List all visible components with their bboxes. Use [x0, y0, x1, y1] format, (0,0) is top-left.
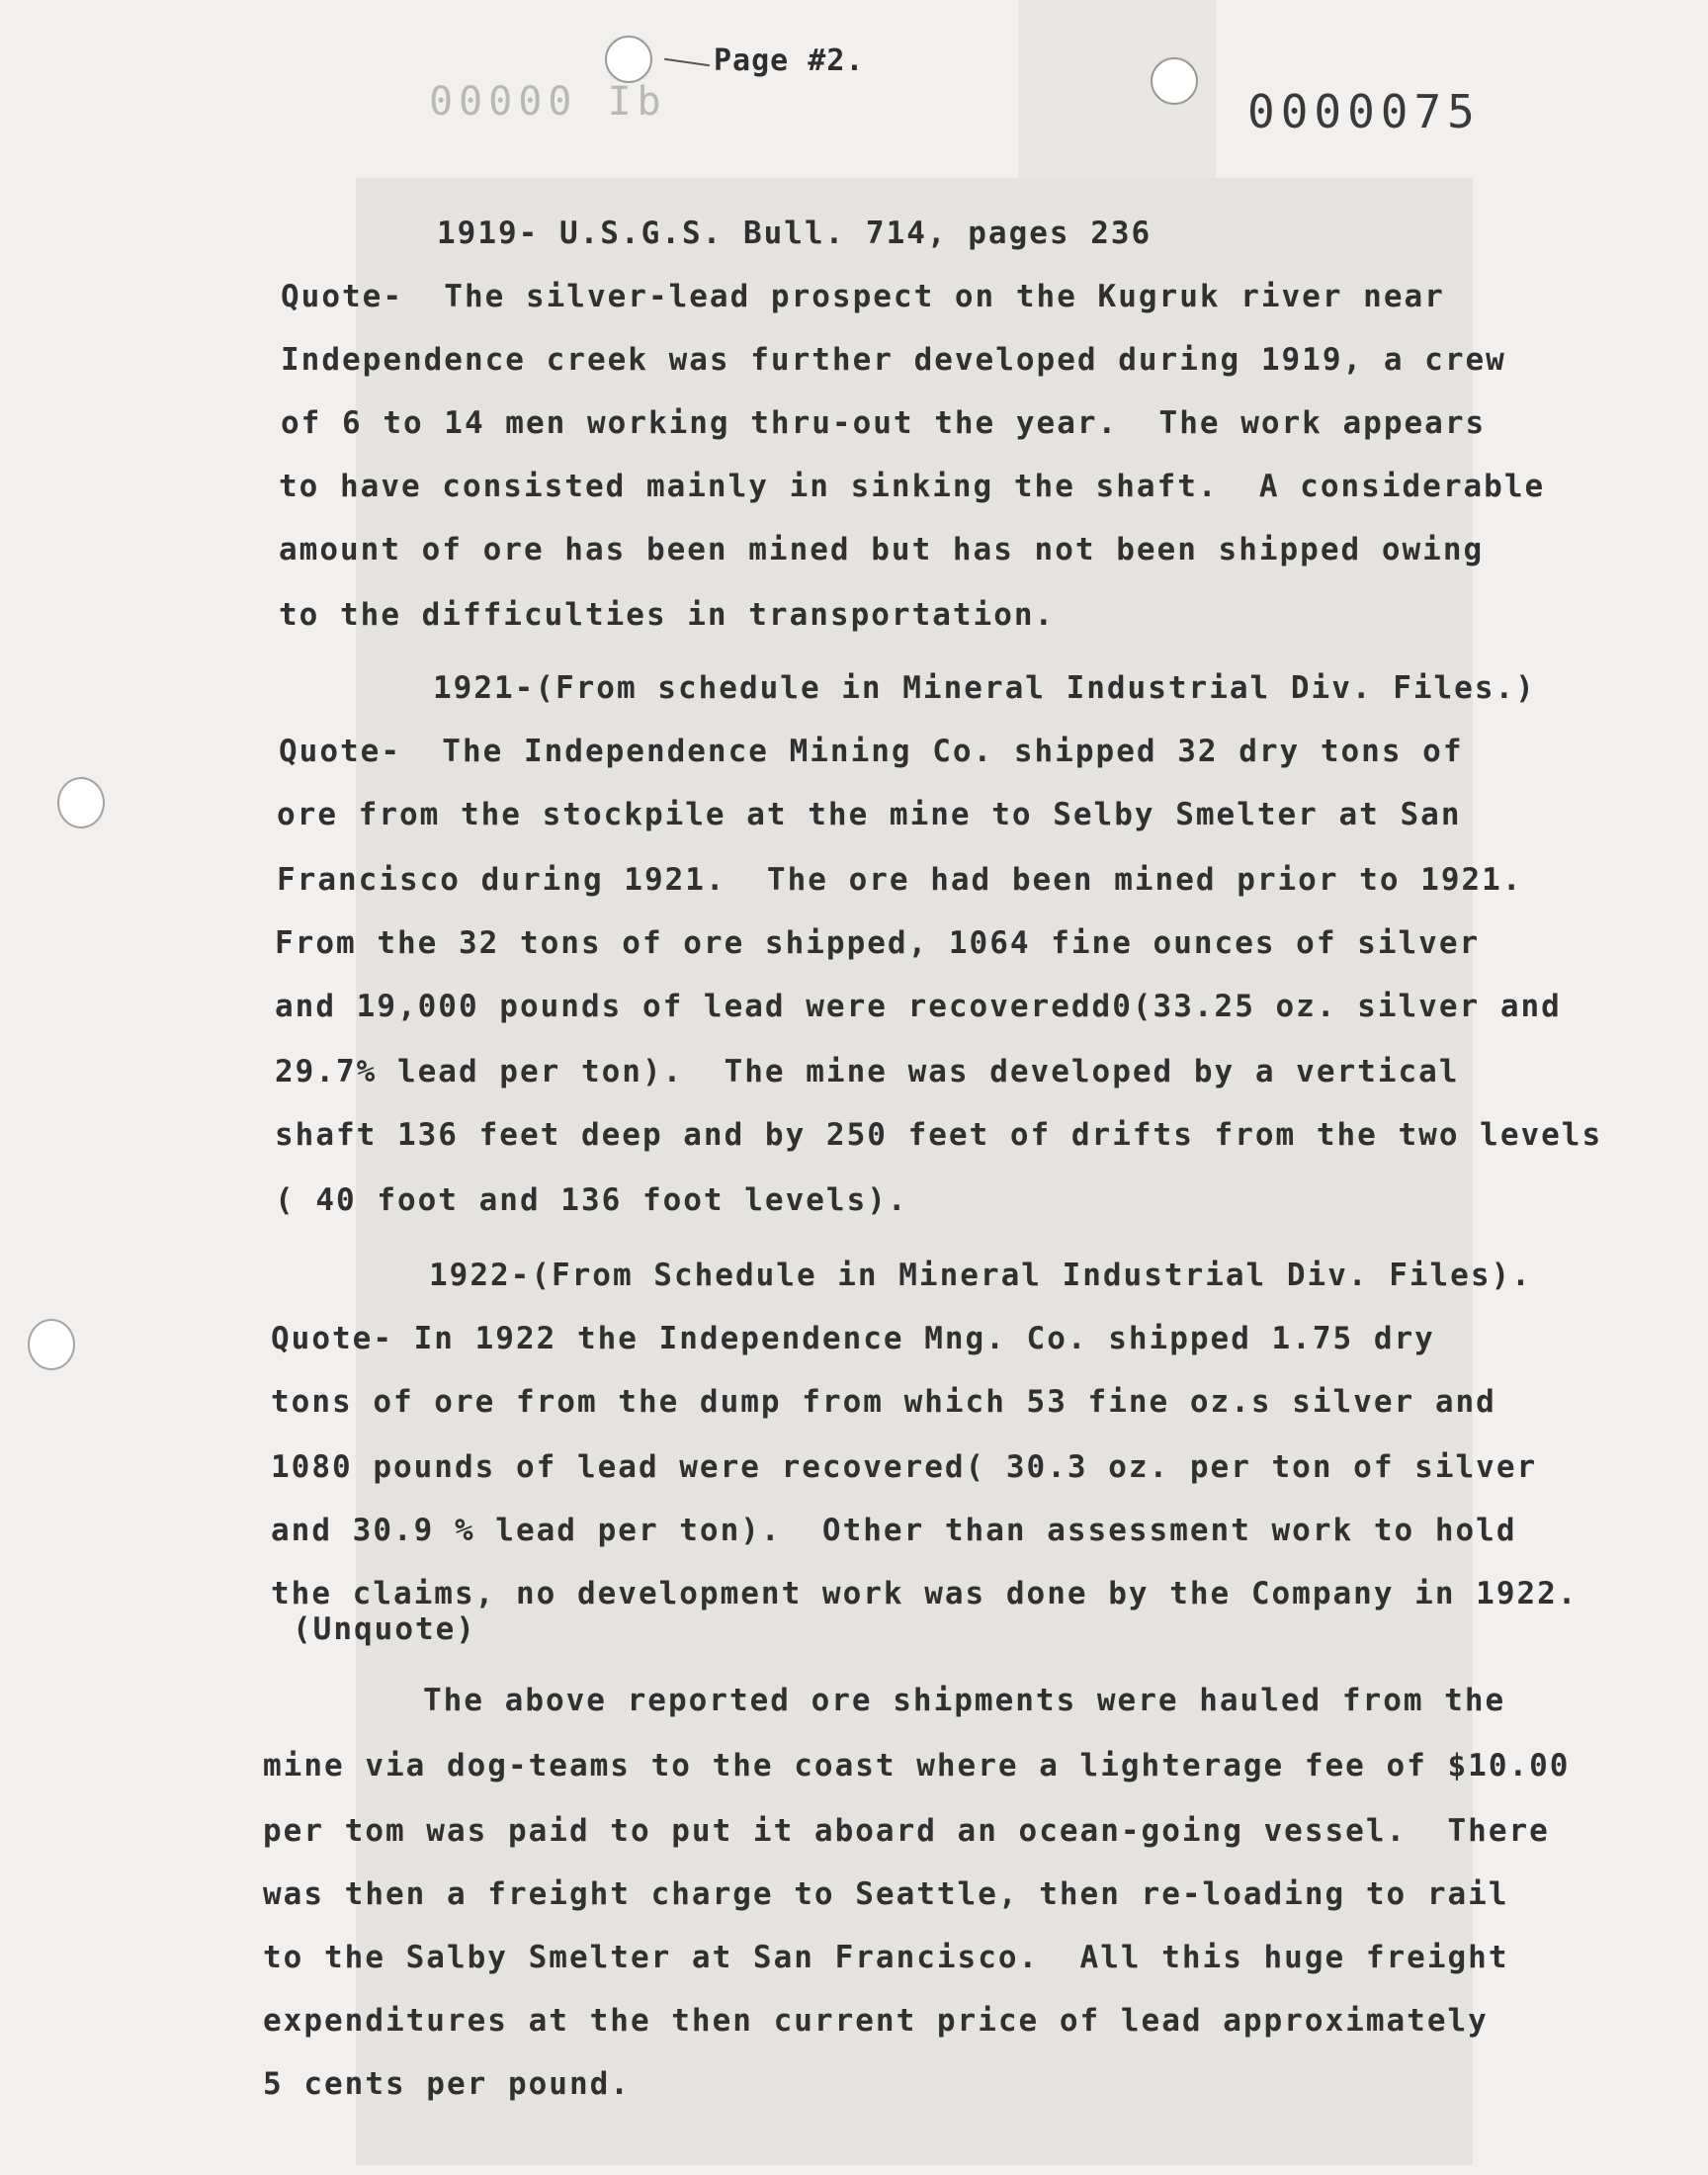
- text-line: Francisco during 1921. The ore had been mined prior to 1921.: [277, 862, 1523, 898]
- text-line: was then a freight charge to Seattle, then re-loading to rail: [263, 1876, 1509, 1912]
- text-line: to have consisted mainly in sinking the shaft. A considerable: [279, 469, 1546, 504]
- text-line: Quote- In 1922 the Independence Mng. Co. shipped 1.75 dry: [271, 1321, 1435, 1356]
- text-line: 1919- U.S.G.S. Bull. 714, pages 236: [437, 216, 1153, 251]
- text-line: ( 40 foot and 136 foot levels).: [275, 1182, 908, 1218]
- text-line-unquote: (Unquote): [293, 1611, 476, 1647]
- text-line: the claims, no development work was done by the Company in 1922.: [271, 1576, 1579, 1611]
- punch-hole-side-lower: [28, 1319, 75, 1370]
- text-line: Quote- The silver-lead prospect on the Kugruk river near: [281, 279, 1445, 314]
- text-line: of 6 to 14 men working thru-out the year. The work appears: [281, 405, 1487, 441]
- text-line: Independence creek was further developed during 1919, a crew: [281, 342, 1506, 378]
- text-line: Quote- The Independence Mining Co. shipped 32 dry tons of: [279, 734, 1464, 769]
- text-line: per tom was paid to put it aboard an ocean-going vessel. There: [263, 1813, 1550, 1849]
- text-line: 1921-(From schedule in Mineral Industrial Div. Files.): [433, 670, 1536, 706]
- text-line: From the 32 tons of ore shipped, 1064 fine ounces of silver: [275, 925, 1481, 961]
- punch-hole-top-right: [1151, 57, 1198, 105]
- text-line: ore from the stockpile at the mine to Selby Smelter at San: [277, 797, 1462, 832]
- text-line: to the difficulties in transportation.: [279, 597, 1056, 633]
- page-label-dash: [664, 58, 710, 66]
- punch-hole-side-upper: [57, 777, 105, 828]
- text-line: tons of ore from the dump from which 53 fine oz.s silver and: [271, 1384, 1496, 1420]
- punch-hole-top-left: [605, 36, 652, 83]
- text-line: amount of ore has been mined but has not been shipped owing: [279, 532, 1485, 567]
- text-line: 5 cents per pound.: [263, 2066, 631, 2102]
- text-line: expenditures at the then current price of lead approximately: [263, 2003, 1489, 2039]
- page-label: Page #2.: [714, 44, 865, 78]
- text-line: to the Salby Smelter at San Francisco. All this huge freight: [263, 1940, 1509, 1975]
- text-line: and 19,000 pounds of lead were recoveredd0(33.25 oz. silver and: [275, 989, 1562, 1024]
- text-line: 1922-(From Schedule in Mineral Industrial Div. Files).: [429, 1258, 1532, 1293]
- text-line: The above reported ore shipments were hauled from the: [423, 1683, 1506, 1718]
- text-line: 29.7% lead per ton). The mine was developed by a vertical: [275, 1054, 1460, 1089]
- text-line: shaft 136 feet deep and by 250 feet of drifts from the two levels: [275, 1117, 1603, 1153]
- text-line: 1080 pounds of lead were recovered( 30.3 oz. per ton of silver: [271, 1449, 1538, 1485]
- faded-stamp-number: dI 00000: [423, 79, 661, 125]
- document-number: 0000075: [1247, 85, 1481, 138]
- text-line: and 30.9 % lead per ton). Other than assessment work to hold: [271, 1513, 1517, 1548]
- text-line: mine via dog-teams to the coast where a lighterage fee of $10.00: [263, 1748, 1571, 1784]
